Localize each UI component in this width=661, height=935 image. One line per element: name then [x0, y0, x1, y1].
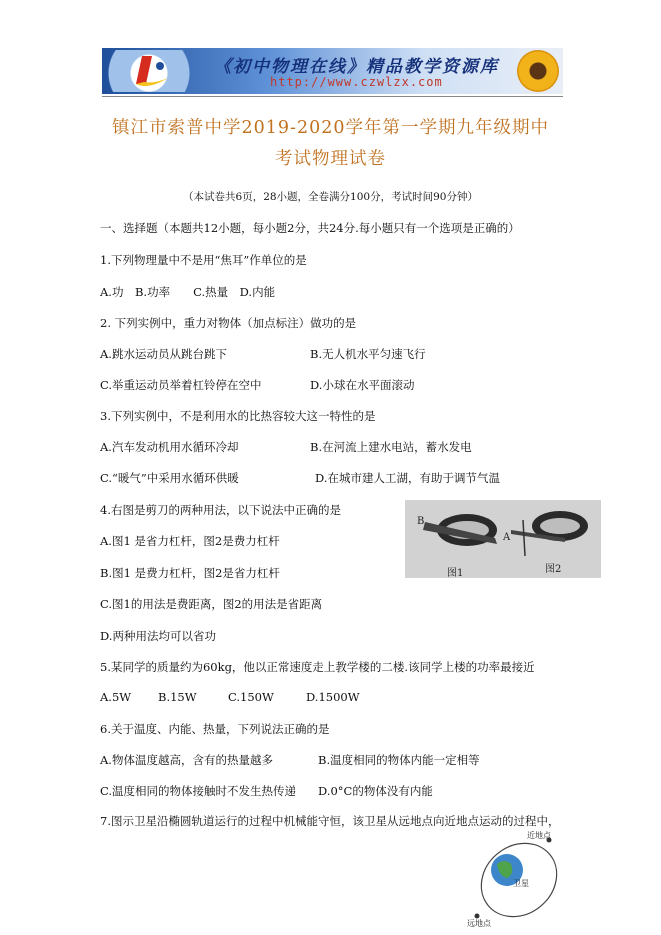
question-7-stem: 7.图示卫星沿椭圆轨道运行的过程中机械能守恒，该卫星从远地点向近地点运动的过程中，	[100, 814, 560, 828]
figure-2-label: 图2	[545, 564, 562, 575]
question-6-stem: 6.关于温度、内能、热量，下列说法正确的是	[100, 722, 330, 736]
question-3-option-c: C.“暖气”中采用水循环供暖	[100, 471, 239, 485]
satellite-orbit-figure	[467, 830, 567, 930]
question-3-option-d: D.在城市建人工湖，有助于调节气温	[315, 471, 500, 485]
question-4-option-c: C.图1的用法是费距离，图2的用法是省距离	[100, 597, 323, 611]
logo	[104, 50, 194, 92]
section-heading: 一、选择题（本题共12小题，每小题2分，共24分.每小题只有一个选项是正确的）	[100, 221, 520, 235]
question-6-option-a: A.物体温度越高，含有的热量越多	[100, 753, 273, 767]
banner-title: 《初中物理在线》精品教学资源库	[214, 57, 499, 77]
satellite-label: 卫星	[513, 879, 529, 888]
figure-1-label: 图1	[447, 568, 464, 578]
question-6-option-d: D.0°C的物体没有内能	[318, 784, 433, 798]
figure-mark-a: A	[503, 532, 511, 543]
question-3-stem: 3.下列实例中，不是利用水的比热容较大这一特性的是	[100, 409, 376, 423]
question-2-option-d: D.小球在水平面滚动	[310, 378, 415, 392]
logo-icon	[128, 54, 172, 90]
question-3-option-b: B.在河流上建水电站，蓄水发电	[310, 440, 472, 454]
figure-mark-b: B	[417, 516, 425, 527]
header-divider	[102, 96, 563, 97]
question-2-option-c: C.举重运动员举着杠铃停在空中	[100, 378, 262, 392]
question-2-stem: 2. 下列实例中，重力对物体（加点标注）做功的是	[100, 316, 357, 330]
question-2-option-b: B.无人机水平匀速飞行	[310, 347, 426, 361]
exam-note: （本试卷共6页，28小题，全卷满分100分，考试时间90分钟）	[183, 191, 478, 203]
scissors-figure	[405, 500, 601, 578]
question-5-option-c: C.150W	[228, 690, 274, 704]
question-3-option-a: A.汽车发动机用水循环冷却	[100, 440, 239, 454]
question-4-option-b: B.图1 是费力杠杆，图2是省力杠杆	[100, 566, 280, 580]
question-2-option-a: A.跳水运动员从跳台跳下	[100, 347, 227, 361]
question-5-stem: 5.某同学的质量约为60kg，他以正常速度走上教学楼的二楼.该同学上楼的功率最接近	[100, 660, 535, 674]
sunflower-icon	[517, 50, 559, 92]
header-banner	[102, 48, 563, 94]
question-5-option-d: D.1500W	[306, 690, 360, 704]
page-title-line1: 镇江市索普中学2019-2020学年第一学期九年级期中	[112, 118, 549, 138]
question-1-options: A.功 B.功率 C.热量 D.内能	[100, 285, 276, 299]
question-6-option-c: C.温度相同的物体接触时不发生热传递	[100, 784, 297, 798]
question-6-option-b: B.温度相同的物体内能一定相等	[318, 753, 480, 767]
question-4-stem: 4.右图是剪刀的两种用法，以下说法中正确的是	[100, 503, 341, 517]
banner-url: http://www.czwlzx.com	[270, 75, 443, 89]
page-title-line2: 考试物理试卷	[275, 149, 386, 169]
question-4-option-a: A.图1 是省力杠杆，图2是费力杠杆	[100, 534, 280, 548]
far-point-label: 远地点	[467, 919, 491, 928]
question-5-option-a: A.5W	[100, 690, 132, 704]
question-5-option-b: B.15W	[158, 690, 197, 704]
question-1-stem: 1.下列物理量中不是用“焦耳”作单位的是	[100, 253, 307, 267]
near-point-label: 近地点	[527, 831, 551, 840]
question-4-option-d: D.两种用法均可以省功	[100, 629, 216, 643]
